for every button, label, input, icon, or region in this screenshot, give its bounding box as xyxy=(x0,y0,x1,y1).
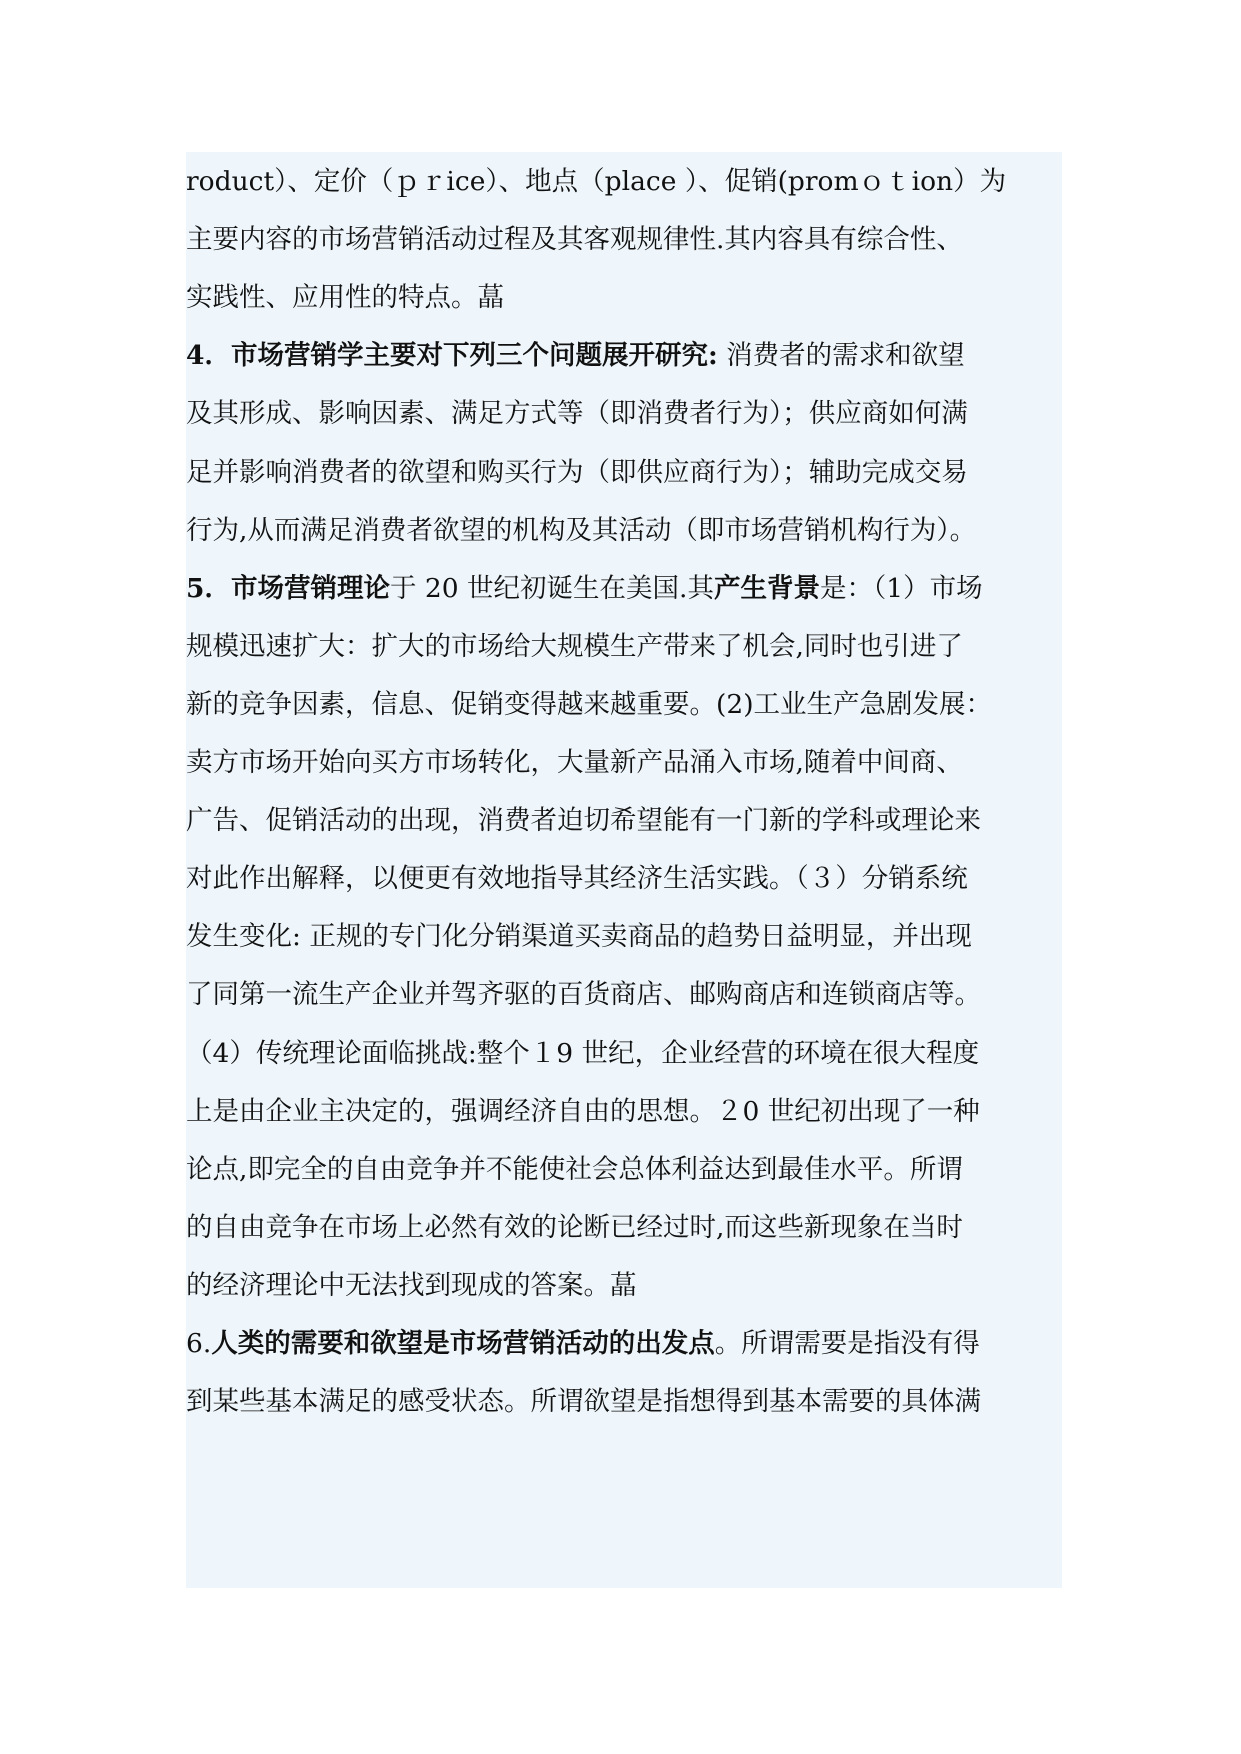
text-segment: 广告、促销活动的出现，消费者迫切希望能有一门新的学科或理论来 xyxy=(186,805,981,837)
text-segment: 消费者的需求和欲望 xyxy=(717,340,965,372)
text-line xyxy=(186,849,1062,909)
bold-text-segment: 产生背景 xyxy=(713,572,820,604)
text-segment: 。所谓需要是指没有得 xyxy=(714,1328,980,1359)
bold-text-segment: 4．市场营销学主要对下列三个问题展开研究: xyxy=(186,340,718,372)
text-line xyxy=(186,501,1062,561)
text-line xyxy=(186,210,1062,270)
text-segment: （4）传统理论面临挑战:整个１9 世纪，企业经营的环境在很大程度 xyxy=(186,1037,980,1069)
text-line xyxy=(186,675,1062,735)
text-segment: 是：（1）市场 xyxy=(819,572,983,604)
bold-text-segment: 5．市场营销理论 xyxy=(186,572,390,604)
text-segment: 实践性、应用性的特点。蕌 xyxy=(186,282,504,314)
text-segment: 于 20 世纪初诞生在美国.其 xyxy=(389,572,714,604)
text-segment: 上是由企业主决定的，强调经济自由的思想。２0 世纪初出现了一种 xyxy=(186,1095,980,1127)
text-segment: 卖方市场开始向买方市场转化，大量新产品涌入市场,随着中间商、 xyxy=(186,747,963,778)
text-segment: 行为,从而满足消费者欲望的机构及其活动（即市场营销机构行为）。 xyxy=(186,514,977,546)
text-segment: 主要内容的市场营销活动过程及其客观规律性.其内容具有综合性、 xyxy=(186,224,963,256)
text-line xyxy=(186,559,1062,619)
bold-text-segment: 人类的需要和欲望是市场营销活动的出发点 xyxy=(211,1328,715,1359)
text-segment: 的经济理论中无法找到现成的答案。蕌 xyxy=(186,1269,637,1301)
text-segment: 对此作出解释，以便更有效地指导其经济生活实践。（３）分销系统 xyxy=(186,863,968,895)
text-line xyxy=(186,733,1062,793)
text-line xyxy=(186,268,1062,328)
text-segment: 6. xyxy=(186,1328,212,1359)
text-line xyxy=(186,1198,1062,1258)
text-segment: 足并影响消费者的欲望和购买行为（即供应商行为）；辅助完成交易 xyxy=(186,456,968,488)
text-segment: 发生变化: xyxy=(186,921,301,953)
text-line xyxy=(186,791,1062,851)
text-line xyxy=(186,326,1062,386)
text-line xyxy=(186,1140,1062,1200)
text-segment: 论点,即完全的自由竞争并不能使社会总体利益达到最佳水平。所谓 xyxy=(186,1153,963,1185)
text-line xyxy=(186,1372,1062,1432)
text-segment: 的自由竞争在市场上必然有效的论断已经过时,而这些新现象在当时 xyxy=(186,1211,963,1243)
text-segment: 规模迅速扩大：扩大的市场给大规模生产带来了机会,同时也引进了 xyxy=(186,630,963,662)
text-line xyxy=(186,1314,1062,1374)
text-segment: 正规的专门化分销渠道买卖商品的趋势日益明显，并出现 xyxy=(300,921,972,953)
text-line xyxy=(186,152,1062,212)
text-line xyxy=(186,617,1062,677)
text-segment: 了同第一流生产企业并驾齐驱的百货商店、邮购商店和连锁商店等。 xyxy=(186,979,981,1011)
text-line xyxy=(186,907,1062,967)
text-line xyxy=(186,443,1062,503)
text-line xyxy=(186,1082,1062,1142)
document-page xyxy=(186,152,1062,1588)
text-line xyxy=(186,384,1062,444)
text-line xyxy=(186,1024,1062,1084)
text-line xyxy=(186,965,1062,1025)
text-segment: 及其形成、影响因素、满足方式等（即消费者行为）；供应商如何满 xyxy=(186,398,968,430)
text-segment: roduct）、定价（ｐｒice）、地点（place ）、促销(promｏｔion）为 xyxy=(186,166,1007,197)
text-line xyxy=(186,1256,1062,1316)
text-segment: 新的竞争因素，信息、促销变得越来越重要。(2)工业生产急剧发展： xyxy=(186,688,993,720)
text-segment: 到某些基本满足的感受状态。所谓欲望是指想得到基本需要的具体满 xyxy=(186,1386,981,1418)
